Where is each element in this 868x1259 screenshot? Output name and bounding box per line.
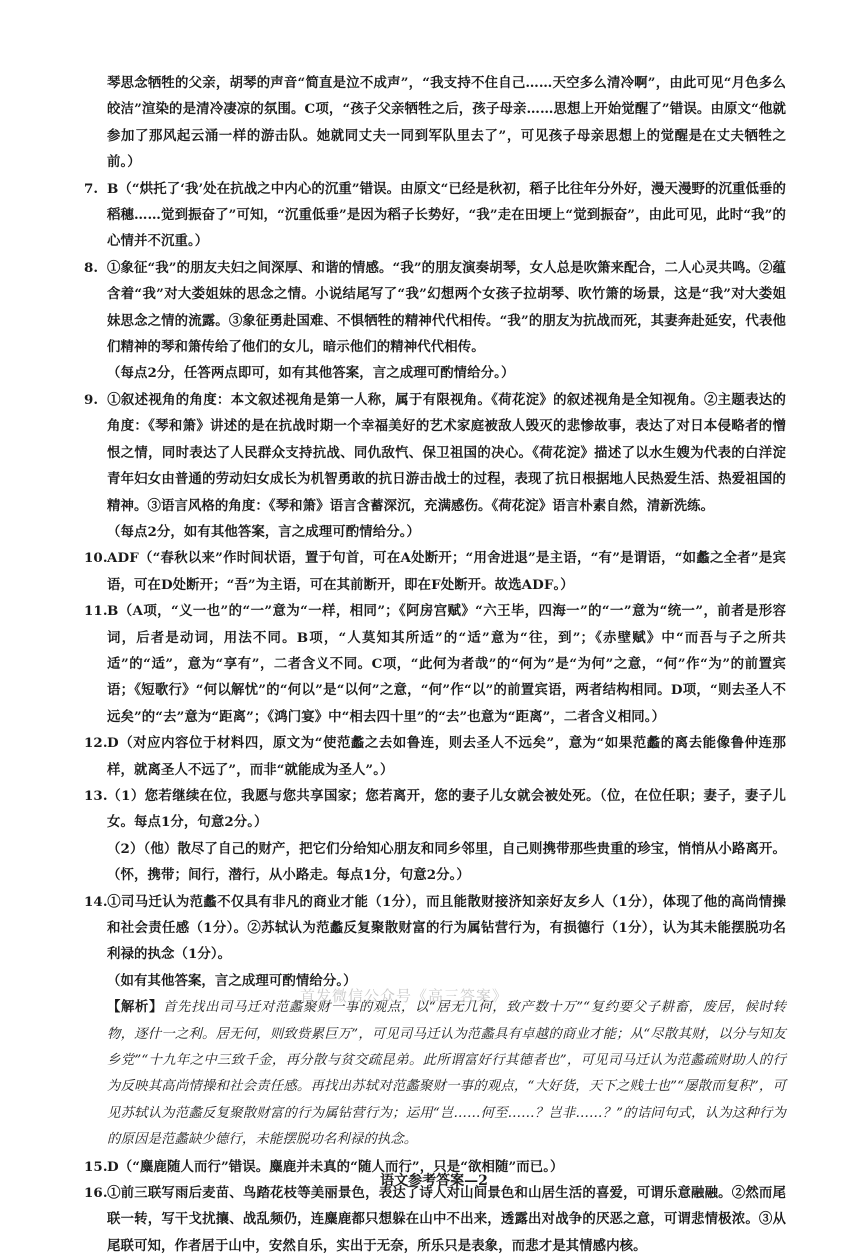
analysis-label: 【解析】	[107, 999, 163, 1016]
question-number: 12.	[84, 735, 108, 752]
question-number: 14.	[84, 893, 108, 910]
answer-q9	[84, 387, 786, 519]
question-number: 7.	[84, 180, 99, 197]
answer-q10	[84, 545, 786, 598]
answer-q8	[84, 255, 786, 361]
answer-q11	[84, 598, 786, 730]
question-number: 15.	[84, 1158, 108, 1175]
question-number: 8.	[84, 259, 99, 276]
analysis-q14	[84, 994, 786, 1153]
scoring-note-q9: （每点2分，如有其他答案，言之成理可酌情给分。）	[107, 523, 420, 540]
answer-q12	[84, 730, 786, 783]
answer-text: ①前三联写雨后麦苗、鸟踏花枝等美丽景色，表达了诗人对山间景色和山居生活的喜爱，可谓乐意融融。②然而尾联一转，写干戈扰攘、战乱频仍，连麋鹿都只想躲在山中不出来，透露出对战争的厌恶之意，可谓悲情极浓。③从尾联可知，作者居于山中，安然自乐，实出于无奈，所乐只是表象，而悲才是其情感内核。	[107, 1185, 786, 1254]
answer-text: B（“烘托了‘我’处在抗战之中内心的沉重”错误。由原文“已经是秋初，稻子比往年分外好，漫天漫野的沉重低垂的稻穗……觉到振奋了”可知，“沉重低垂”是因为稻子长势好，“我”走在田埂上“觉到振奋”，由此可见，此时“我”的心情并不沉重。）	[107, 180, 786, 250]
question-number: 11.	[84, 603, 108, 620]
text: 琴思念牺牲的父亲，胡琴的声音“简直是泣不成声”，“我支持不住自己……天空多么清冷啊”，由此可见“月色多么皎洁”渲染的是清冷凄凉的氛围。C项，“孩子父亲牺牲之后，孩子母亲……思想上开始觉醒了”错误。由原文“他就参加了那风起云涌一样的游击队。她就同丈夫一同到军队里去了”，可见孩子母亲思想上的觉醒是在丈夫牺牲之前。）	[107, 75, 786, 171]
watermark: 首发微信公众号《高三答案》	[300, 987, 509, 1005]
answer-text: ①司马迁认为范蠡不仅具有非凡的商业才能（1分），而且能散财接济知亲好友乡人（1分），体现了他的高尚情操和社会责任感（1分）。②苏轼认为范蠡反复聚散财富的行为属钻营行为，有损德行（1分），认为其未能摆脱功名利禄的执念（1分）。	[107, 893, 786, 963]
answer-text: （1）您若继续在位，我愿与您共享国家；您若离开，您的妻子儿女就会被处死。（位，在位任职；妻子，妻子儿女。每点1分，句意2分。）	[107, 787, 786, 831]
answer-text: D（对应内容位于材料四，原文为“使范蠡之去如鲁连，则去圣人不远矣”，意为“如果范蠡的离去能像鲁仲连那样，就离圣人不远了”，而非“就能成为圣人”。）	[107, 735, 786, 778]
answer-text: D（“麋鹿随人而行”错误。麋鹿并未真的“随人而行”，只是“欲相随”而已。）	[107, 1158, 564, 1175]
scoring-note-q14: （如有其他答案，言之成理可酌情给分。）	[107, 972, 357, 989]
answer-q7	[84, 176, 786, 255]
scoring-note-q8: （每点2分，任答两点即可，如有其他答案，言之成理可酌情给分。）	[107, 365, 515, 382]
paragraph-q6-continuation	[84, 70, 786, 176]
question-number: 9.	[84, 391, 99, 408]
answer-q13-2: （2）（他）散尽了自己的财产，把它们分给知心朋友和同乡邻里，自己则携带那些贵重的珍宝，悄悄从小路离开。（怀，携带；间行，潜行，从小路走。每点1分，句意2分。）	[107, 840, 786, 884]
answer-q14	[84, 889, 786, 968]
question-number: 10.	[84, 550, 108, 567]
answer-text: ADF（“春秋以来”作时间状语，置于句首，可在A处断开；“用舍进退”是主语，“有”是谓语，“如蠡之全者”是宾语，可在D处断开；“吾”为主语，可在其前断开，即在F处断开。故选ADF。）	[107, 550, 786, 593]
answer-q16	[84, 1180, 786, 1259]
answer-q13-1	[84, 783, 786, 836]
page-footer: 语文参考答案—2	[380, 1173, 488, 1189]
answer-text: B（A项，“义一也”的“一”意为“一样，相同”；《阿房宫赋》“六王毕，四海一”的“一”意为“统一”，前者是形容词，后者是动词，用法不同。B项，“人莫知其所适”的“适”意为“往，到”；《赤壁赋》中“而吾与子之所共适”的“适”，意为“享有”，二者含义不同。C项，“此何为者哉”的“何为”是“为何”之意，“何”作“为”的前置宾语；《短歌行》“何以解忧”的“何以”是“以何”之意，“何”作“以”的前置宾语，两者结构相同。D项，“则去圣人不远矣”的“去”意为“距离”；《鸿门宴》中“相去四十里”的“去”也意为“距离”，二者含义相同。）	[107, 603, 786, 725]
answer-text: ①象征“我”的朋友夫妇之间深厚、和谐的情感。“我”的朋友演奏胡琴，女人总是吹箫来配合，二人心灵共鸣。②蕴含着“我”对大娄姐妹的思念之情。小说结尾写了“我”幻想两个女孩子拉胡琴、吹竹箫的场景，这是“我”对大娄姐妹思念之情的流露。③象征勇赴国难、不惧牺牲的精神代代相传。“我”的朋友为抗战而死，其妻奔赴延安，代表他们精神的琴和箫传给了他们的女儿，暗示他们的精神代代相传。	[107, 259, 786, 356]
answer-content	[84, 70, 786, 1259]
question-number: 13.	[84, 787, 108, 804]
question-number: 16.	[84, 1185, 108, 1202]
analysis-text: 首先找出司马迁对范蠡聚财一事的观点，以“居无几何，致产数十万”“复约要父子耕畜，废居，候时转物，逐什一之利。居无何，则致赀累巨万”，可见司马迁认为范蠡具有卓越的商业才能；从“尽散其财，以分与知友乡党”“十九年之中三致千金，再分散与贫交疏昆弟。此所谓富好行其德者也”，可见司马迁认为范蠡疏财助人的行为反映其高尚情操和社会责任感。再找出苏轼对范蠡聚财一事的观点，“大好货，天下之贱士也”“屡散而复积”，可见苏轼认为范蠡反复聚散财富的行为属钻营行为；运用“岂……何至……？岂非……？”的诘问句式，认为这种行为的原因是范蠡缺少德行，未能摆脱功名利禄的执念。	[107, 1000, 787, 1148]
answer-text: ①叙述视角的角度：本文叙述视角是第一人称，属于有限视角。《荷花淀》的叙述视角是全知视角。②主题表达的角度：《琴和箫》讲述的是在抗战时期一个幸福美好的艺术家庭被敌人毁灭的悲惨故事，表达了对日本侵略者的憎恨之情，同时表达了人民群众支持抗战、同仇敌忾、保卫祖国的决心。《荷花淀》描述了以水生嫂为代表的白洋淀青年妇女由普通的劳动妇女成长为机智勇敢的抗日游击战士的过程，表现了抗日根据地人民热爱生活、热爱祖国的精神。③语言风格的角度：《琴和箫》语言含蓄深沉，充满感伤。《荷花淀》语言朴素自然，清新洗练。	[107, 391, 786, 514]
